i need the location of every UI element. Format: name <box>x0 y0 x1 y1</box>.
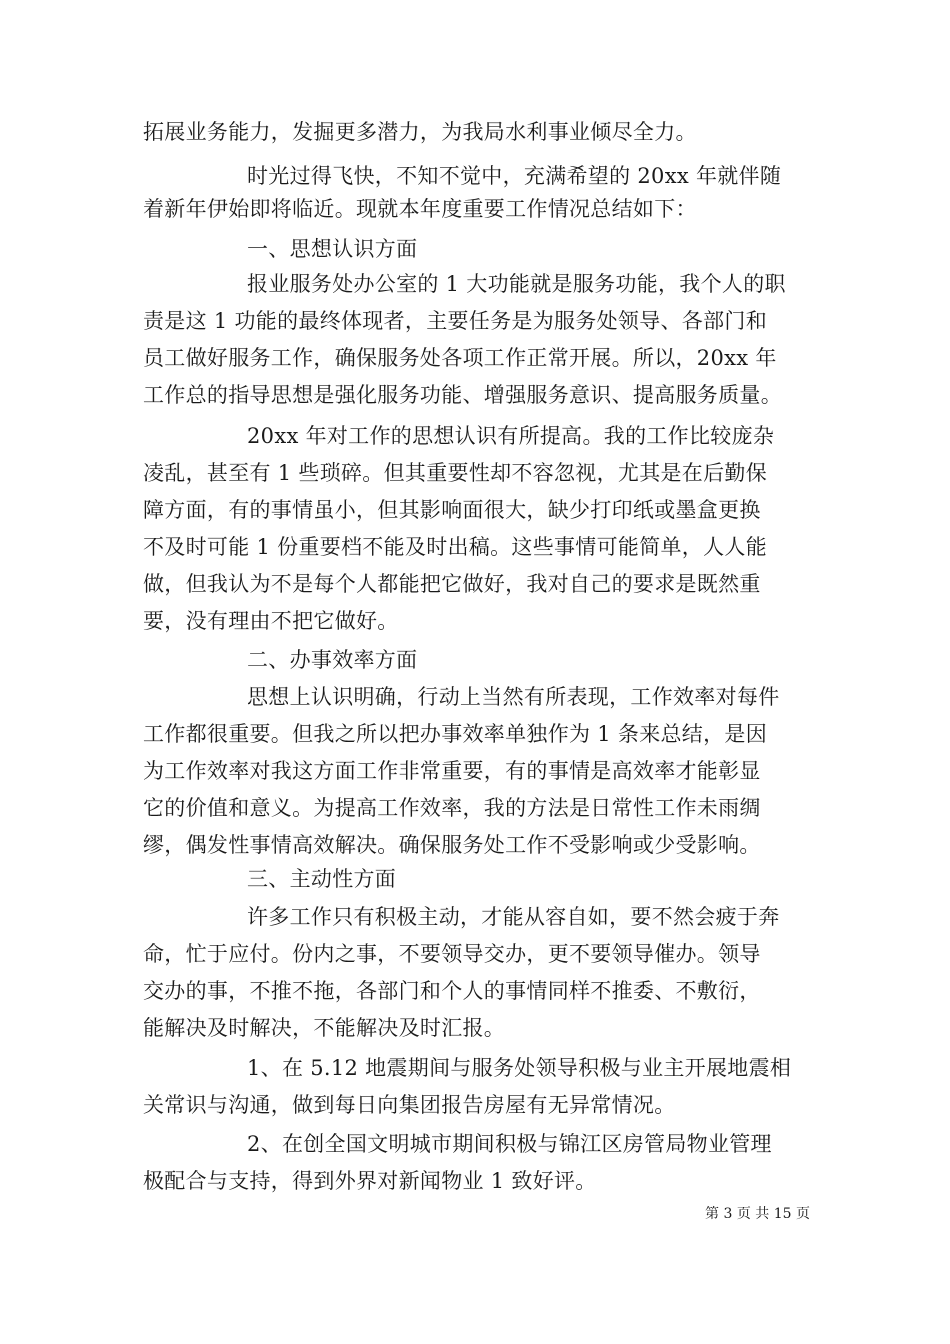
text-line-27: 关常识与沟通，做到每日向集团报告房屋有无异常情况。 <box>143 1093 676 1117</box>
text-line-14: 要，没有理由不把它做好。 <box>143 609 399 633</box>
text-line-8: 工作总的指导思想是强化服务功能、增强服务意识、提高服务质量。 <box>143 383 782 407</box>
text-line-6: 责是这 1 功能的最终体现者，主要任务是为服务处领导、各部门和 <box>143 309 768 333</box>
text-line-11: 障方面，有的事情虽小，但其影响面很大，缺少打印纸或墨盒更换 <box>143 498 761 522</box>
section-heading-1: 一、思想认识方面 <box>247 237 418 261</box>
section-heading-2: 二、办事效率方面 <box>247 648 418 672</box>
text-line-18: 为工作效率对我这方面工作非常重要，有的事情是高效率才能彰显 <box>143 759 761 783</box>
text-line-29: 极配合与支持，得到外界对新闻物业 1 致好评。 <box>143 1169 597 1193</box>
text-line-24: 交办的事，不推不拖，各部门和个人的事情同样不推委、不敷衍， <box>143 979 761 1003</box>
text-line-17: 工作都很重要。但我之所以把办事效率单独作为 1 条来总结，是因 <box>143 722 768 746</box>
text-line-16: 思想上认识明确，行动上当然有所表现，工作效率对每件 <box>247 685 780 709</box>
text-line-13: 做，但我认为不是每个人都能把它做好，我对自己的要求是既然重 <box>143 572 761 596</box>
text-line-9: 20xx 年对工作的思想认识有所提高。我的工作比较庞杂 <box>247 424 775 448</box>
text-line-26: 1、在 5.12 地震期间与服务处领导积极与业主开展地震相 <box>247 1056 792 1080</box>
text-line-25: 能解决及时解决，不能解决及时汇报。 <box>143 1016 506 1040</box>
text-line-3: 着新年伊始即将临近。现就本年度重要工作情况总结如下： <box>143 197 697 221</box>
text-line-22: 许多工作只有积极主动，才能从容自如，要不然会疲于奔 <box>247 905 780 929</box>
text-line-12: 不及时可能 1 份重要档不能及时出稿。这些事情可能简单，人人能 <box>143 535 768 559</box>
text-line-20: 缪，偶发性事情高效解决。确保服务处工作不受影响或少受影响。 <box>143 833 761 857</box>
page-number-footer: 第 3 页 共 15 页 <box>705 1206 810 1222</box>
section-heading-3: 三、主动性方面 <box>247 867 397 891</box>
text-line-28: 2、在创全国文明城市期间积极与锦江区房管局物业管理 <box>247 1132 772 1156</box>
text-line-1: 拓展业务能力，发掘更多潜力，为我局水利事业倾尽全力。 <box>143 120 697 144</box>
text-line-2: 时光过得飞快，不知不觉中，充满希望的 20xx 年就伴随 <box>247 164 782 188</box>
text-line-23: 命，忙于应付。份内之事，不要领导交办，更不要领导催办。领导 <box>143 942 761 966</box>
text-line-19: 它的价值和意义。为提高工作效率，我的方法是日常性工作未雨绸 <box>143 796 761 820</box>
text-line-7: 员工做好服务工作，确保服务处各项工作正常开展。所以，20xx 年 <box>143 346 777 370</box>
text-line-10: 凌乱，甚至有 1 些琐碎。但其重要性却不容忽视，尤其是在后勤保 <box>143 461 768 485</box>
text-line-5: 报业服务处办公室的 1 大功能就是服务功能，我个人的职 <box>247 272 786 296</box>
